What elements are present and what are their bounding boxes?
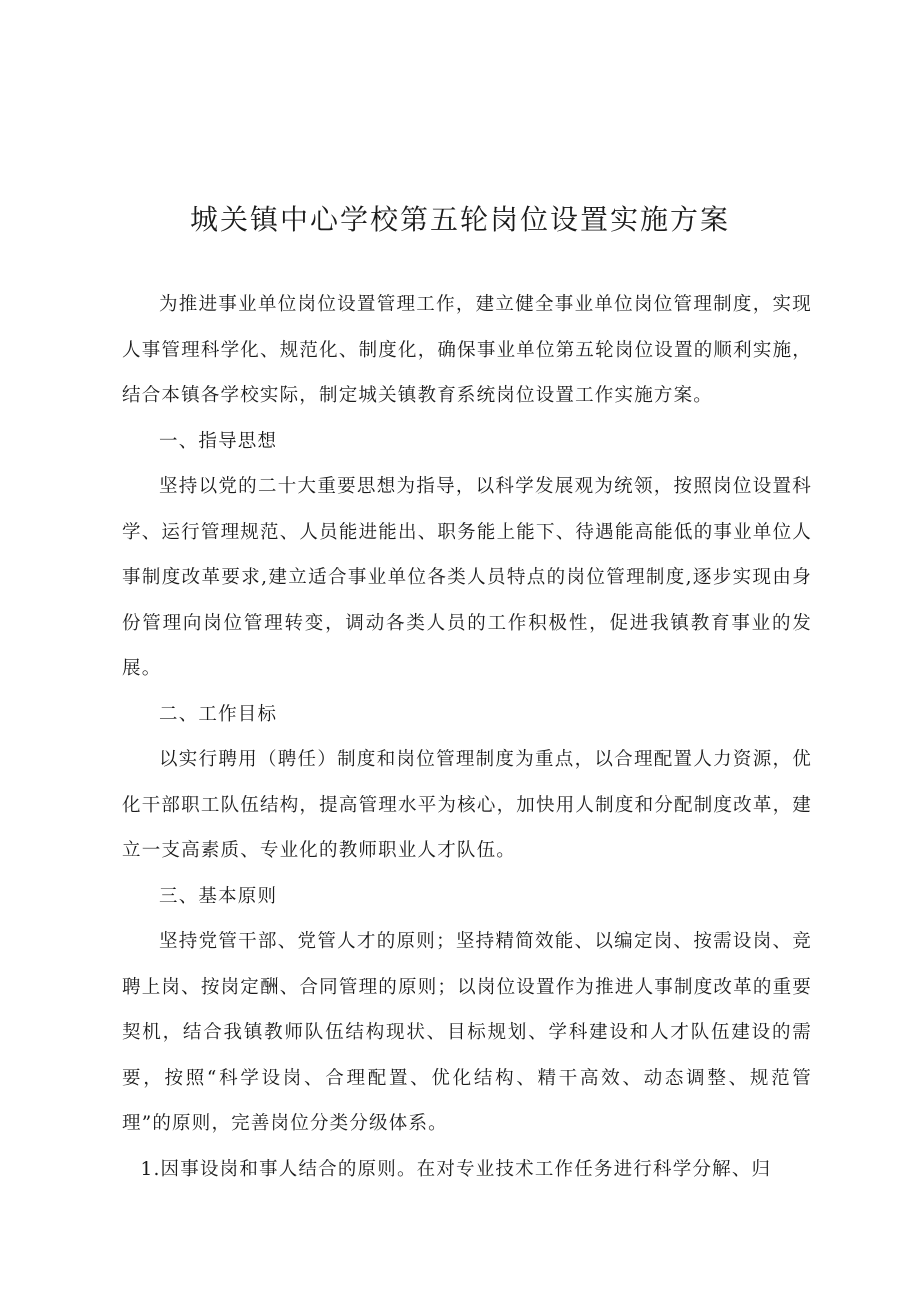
principle-item-1: 1.因事设岗和事人结合的原则。在对专业技术工作任务进行科学分解、归 <box>140 1158 772 1180</box>
basic-principles-paragraph: 坚持党管干部、党管人才的原则；坚持精简效能、以编定岗、按需设岗、竞聘上岗、按岗定酬、合同管理的原则；以岗位设置作为推进人事制度改革的重要契机，结合我镇教师队伍结构现状、目标规划、学科建设和人才队伍建设的需要，按照“科学设岗、合理配置、优化结构、精干高效、动态调整、规范管理”的原则，完善岗位分类分级体系。 <box>122 931 812 1134</box>
section-heading-guiding-ideology: 一、指导思想 <box>159 430 278 452</box>
document-title: 城关镇中心学校第五轮岗位设置实施方案 <box>189 203 730 236</box>
work-goals-paragraph: 以实行聘用（聘任）制度和岗位管理制度为重点，以合理配置人力资源，优化干部职工队伍结构，提高管理水平为核心，加快用人制度和分配制度改革，建立一支高素质、专业化的教师职业人才队伍。 <box>122 749 812 861</box>
guiding-ideology-paragraph: 坚持以党的二十大重要思想为指导，以科学发展观为统领，按照岗位设置科学、运行管理规范、人员能进能出、职务能上能下、待遇能高能低的事业单位人事制度改革要求,建立适合事业单位各类人员特点的岗位管理制度,逐步实现由身份管理向岗位管理转变，调动各类人员的工作积极性，促进我镇教育事业的发展。 <box>122 476 812 679</box>
section-heading-work-goals: 二、工作目标 <box>159 703 278 725</box>
section-heading-basic-principles: 三、基本原则 <box>159 885 278 907</box>
document-body <box>122 282 812 1192</box>
intro-paragraph: 为推进事业单位岗位设置管理工作，建立健全事业单位岗位管理制度，实现人事管理科学化、规范化、制度化，确保事业单位第五轮岗位设置的顺利实施，结合本镇各学校实际，制定城关镇教育系统岗位设置工作实施方案。 <box>122 294 812 406</box>
